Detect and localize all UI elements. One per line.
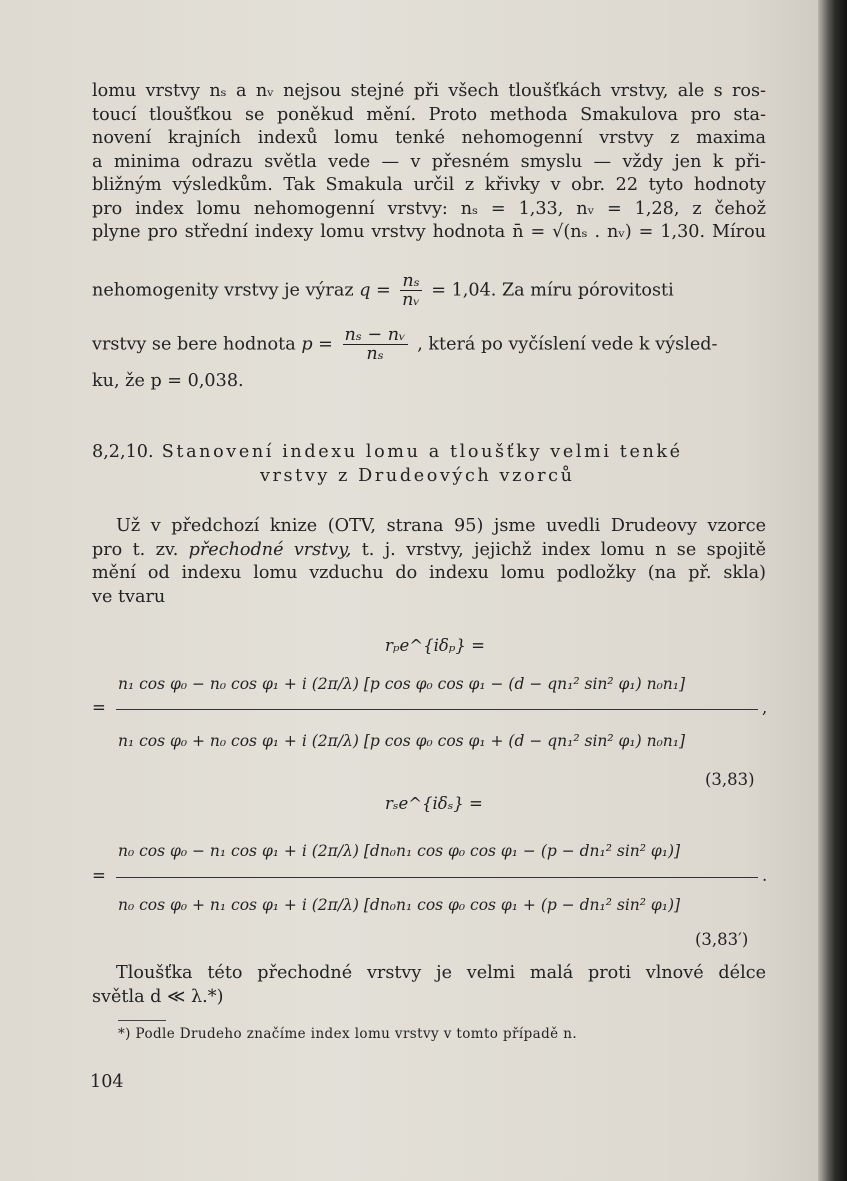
- footnote-rule: [118, 1020, 166, 1021]
- fraction-bar: [116, 877, 758, 878]
- section-title-line1: Stanovení indexu lomu a tloušťky velmi tenké: [161, 442, 683, 462]
- fraction-denominator: nᵥ: [402, 290, 420, 310]
- text-line: a minima odrazu světla vede — v přesném smyslu — vždy jen k při-: [92, 151, 766, 172]
- text-line: Tloušťka této přechodné vrstvy je velmi malá proti vlnové délce: [116, 963, 766, 983]
- equation-rs-denominator: n₀ cos φ₀ + n₁ cos φ₁ + i (2π/λ) [dn₀n₁ cos φ₀ cos φ₁ + (p − dn₁² sin² φ₁)]: [118, 896, 681, 914]
- text-line: bližným výsledkům. Tak Smakula určil z křivky v obr. 22 tyto hodnoty: [92, 175, 766, 195]
- footnote: *) Podle Drudeho značíme index lomu vrstvy v tomto případě n.: [118, 1026, 578, 1042]
- text-fragment: nehomogenity vrstvy je výraz: [92, 280, 354, 301]
- variable-q: q: [359, 280, 371, 301]
- fraction-numerator: nₛ − nᵥ: [344, 325, 406, 345]
- fraction-q: [400, 272, 421, 309]
- fraction-bar: [116, 709, 758, 710]
- equation-number: (3,83): [705, 770, 755, 789]
- equation-number: (3,83′): [695, 930, 749, 949]
- equation-rp-numerator: n₁ cos φ₀ − n₀ cos φ₁ + i (2π/λ) [p cos φ₀ cos φ₁ − (d − qn₁² sin² φ₁) n₀n₁]: [118, 675, 686, 693]
- section-title-line2: vrstvy z Drudeových vzorců: [260, 466, 575, 486]
- paragraph-thickness: [92, 962, 766, 1009]
- line-porosity: vrstvy se bere hodnota p = $\frac{\text{nₛ − nᵥ}}{\text{nₛ}}$ , která po vyčíslení vede k výsled-: [92, 325, 718, 364]
- book-spine-shadow: [818, 0, 847, 1181]
- equation-period: .: [762, 866, 768, 885]
- fraction-p: [343, 326, 408, 363]
- text-fragment: pro t. zv.: [92, 539, 179, 560]
- section-number: 8,2,10.: [92, 442, 154, 462]
- text-line: plyne pro střední indexy lomu vrstvy hodnota n̄ = √(nₛ . nᵥ) = 1,30. Mírou: [92, 222, 766, 242]
- fraction-denominator: nₛ: [366, 344, 384, 364]
- equation-rs-lhs: rₛe^{iδₛ} =: [385, 794, 483, 813]
- equation-comma: ,: [762, 698, 768, 717]
- equation-rp-denominator: n₁ cos φ₀ + n₀ cos φ₁ + i (2π/λ) [p cos φ₀ cos φ₁ + (d − qn₁² sin² φ₁) n₀n₁]: [118, 732, 686, 750]
- text-line: toucí tloušťkou se poněkud mění. Proto methoda Smakulova pro sta-: [92, 104, 766, 125]
- paragraph-drude: [92, 515, 766, 609]
- text-line: novení krajních indexů lomu tenké nehomogenní vrstvy z maxima: [92, 128, 766, 148]
- text-line: lomu vrstvy nₛ a nᵥ nejsou stejné při všech tloušťkách vrstvy, ale s ros-: [92, 81, 766, 101]
- section-heading: [92, 440, 766, 488]
- text-line: [92, 539, 766, 563]
- text-line: mění od indexu lomu vzduchu do indexu lomu podložky (na př. skla): [92, 563, 766, 583]
- text-fragment: = 1,04. Za míru pórovitosti: [431, 280, 674, 301]
- text-fragment: vrstvy se bere hodnota: [92, 334, 296, 355]
- line-result: [92, 370, 766, 394]
- paragraph-smakula: [92, 80, 766, 245]
- equation-rp-lhs: rₚe^{iδₚ} =: [385, 636, 485, 655]
- text-fragment: , která po vyčíslení vede k výsled-: [417, 334, 718, 355]
- line-inhomogeneity: nehomogenity vrstvy je výraz q = $\frac{\text{nₛ}}{\text{nᵥ}}$ = 1,04. Za míru pórovitosti: [92, 271, 674, 310]
- text-fragment: t. j. vrstvy, jejichž index lomu n se spojitě: [361, 539, 767, 560]
- variable-p: p: [301, 334, 313, 355]
- page-number: 104: [90, 1072, 124, 1092]
- equation-equals: =: [92, 866, 106, 885]
- equation-rs-numerator: n₀ cos φ₀ − n₁ cos φ₁ + i (2π/λ) [dn₀n₁ cos φ₀ cos φ₁ − (p − dn₁² sin² φ₁)]: [118, 842, 681, 860]
- equation-equals: =: [92, 698, 106, 717]
- text-line: pro index lomu nehomogenní vrstvy: nₛ = 1,33, nᵥ = 1,28, z čehož: [92, 198, 766, 219]
- text-line: ve tvaru: [92, 586, 166, 607]
- text-line: ku, že p = 0,038.: [92, 371, 244, 391]
- emphasis-transition-layers: přechodné vrstvy,: [188, 539, 352, 560]
- text-line: světla d ≪ λ.*): [92, 986, 224, 1007]
- text-line: Už v předchozí knize (OTV, strana 95) jsme uvedli Drudeovy vzorce: [116, 516, 766, 536]
- fraction-numerator: nₛ: [402, 271, 420, 291]
